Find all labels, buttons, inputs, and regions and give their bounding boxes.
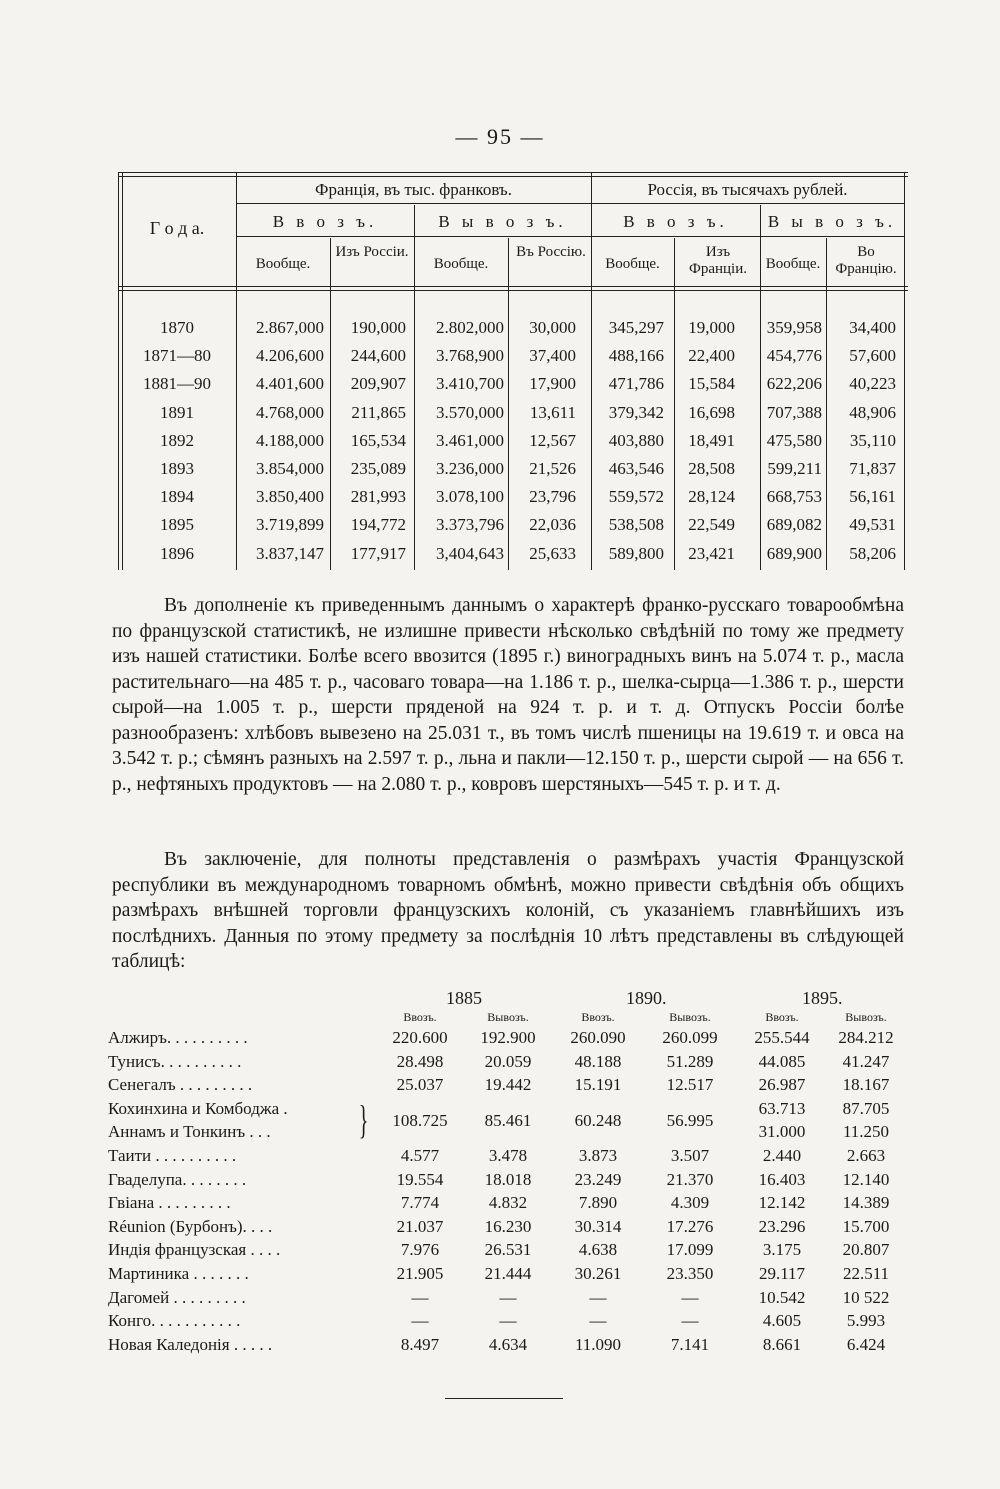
merged-value-cell: 60.248 bbox=[574, 1110, 622, 1130]
value-cell: 235,089 bbox=[350, 459, 406, 478]
russia-group-header: Россія, въ тысячахъ рублей. bbox=[647, 180, 848, 199]
value-cell: 475,580 bbox=[766, 430, 822, 450]
value-cell: 4.634 bbox=[488, 1334, 528, 1354]
value-cell: 8.661 bbox=[762, 1334, 802, 1354]
france-import-header: В в о з ъ. bbox=[272, 212, 378, 231]
header-bottom-rule-double bbox=[118, 290, 908, 291]
value-cell: 28,508 bbox=[688, 459, 735, 478]
value-cell: 3.570,000 bbox=[436, 402, 504, 422]
colony-name: Réunion (Бурбонъ). . . . bbox=[108, 1216, 273, 1236]
table-row bbox=[108, 1028, 908, 1052]
value-cell: 220.600 bbox=[392, 1028, 448, 1047]
value-cell: 3.373,796 bbox=[436, 515, 504, 535]
value-cell: 4.577 bbox=[400, 1146, 440, 1165]
value-cell: — bbox=[589, 1311, 607, 1331]
value-cell: 17,900 bbox=[529, 374, 576, 394]
value-cell: 28.498 bbox=[396, 1051, 444, 1071]
russia-export-header: В ы в о з ъ. bbox=[767, 212, 897, 231]
value-cell: 13,611 bbox=[529, 402, 576, 422]
value-cell: 689,082 bbox=[766, 515, 822, 535]
value-cell: 3.850,400 bbox=[256, 487, 324, 507]
value-cell: 3.478 bbox=[488, 1146, 528, 1165]
value-cell: 3.175 bbox=[762, 1240, 802, 1260]
value-cell: 3.768,900 bbox=[436, 346, 504, 366]
table-row bbox=[108, 1146, 908, 1170]
value-cell: 19.554 bbox=[396, 1169, 444, 1189]
russia-import-header: В в о з ъ. bbox=[623, 212, 728, 231]
value-cell: — bbox=[499, 1287, 517, 1307]
value-cell: 11.090 bbox=[574, 1334, 622, 1354]
year-cell: 1881—90 bbox=[143, 374, 211, 394]
value-cell: 4.768,000 bbox=[256, 402, 324, 422]
value-cell: 260.090 bbox=[570, 1028, 626, 1047]
value-cell: 49,531 bbox=[849, 515, 896, 535]
table-row bbox=[108, 1240, 908, 1264]
value-cell: 18,491 bbox=[688, 430, 735, 450]
value-cell: 211,865 bbox=[351, 402, 406, 422]
value-cell: 192.900 bbox=[480, 1028, 536, 1047]
colony-name: Сенегалъ . . . . . . . . . bbox=[108, 1075, 253, 1095]
value-cell: 281,993 bbox=[350, 487, 406, 507]
value-cell: 463,546 bbox=[608, 459, 664, 478]
value-cell: 2.802,000 bbox=[436, 318, 504, 337]
value-cell: 21,526 bbox=[529, 459, 576, 478]
value-cell: 22.511 bbox=[842, 1264, 890, 1283]
colony-name: Гвіана . . . . . . . . . bbox=[108, 1193, 231, 1213]
value-cell: 12.517 bbox=[666, 1075, 714, 1095]
value-cell: — bbox=[681, 1287, 699, 1307]
paragraph: Въ дополненіе къ приведеннымъ даннымъ о характерѣ франко-русскаго товарообмѣна по французской статистикѣ, не излишне привести нѣсколько свѣдѣній по тому же предмету изъ нашей статистики. Болѣе всего ввозится (1895 г.) виноградныхъ винъ на 5.074 т. р., масла растительнаго—на 485 т. р., часоваго товара—на 1.186 т. р., шелка-сырца—1.386 т. р., шерсти сырой—на 1.005 т. р., шерсти пряденой на 924 т. р. и т. д. Отпускъ Россіи болѣе разнообразенъ: хлѣбовъ вывезено на 25.031 т., въ томъ числѣ пшеницы на 19.619 т. и овса на 3.542 т. р.; сѣмянъ разныхъ на 2.597 т. р., льна и пакли—12.150 т. р., шерсти сырой — на 656 т. р., нефтяныхъ продуктовъ — на 2.080 т. р., ковровъ шерстяныхъ—545 т. р. и т. д. bbox=[112, 595, 904, 795]
value-cell: 44.085 bbox=[758, 1051, 806, 1071]
year-cell: 1894 bbox=[160, 487, 194, 507]
value-cell: 25.037 bbox=[396, 1075, 444, 1095]
value-cell: 379,342 bbox=[608, 402, 664, 422]
table-row bbox=[108, 1311, 908, 1335]
value-cell: 622,206 bbox=[766, 374, 822, 394]
brace-glyph: } bbox=[358, 1097, 369, 1142]
value-cell: 23,796 bbox=[529, 487, 576, 507]
value-cell: 4.206,600 bbox=[256, 346, 324, 366]
value-cell: 2.867,000 bbox=[256, 318, 324, 337]
colony-name: Аннамъ и Тонкинъ . . . bbox=[108, 1122, 271, 1142]
value-cell: — bbox=[681, 1311, 699, 1331]
import-subheader: Ввозъ. bbox=[581, 1010, 615, 1024]
france-import-total-header: Вообще. bbox=[255, 256, 311, 272]
value-cell: 18.018 bbox=[484, 1169, 532, 1189]
value-cell: 21.370 bbox=[666, 1169, 714, 1189]
value-cell: 194,772 bbox=[350, 515, 406, 535]
value-cell: 3.078,100 bbox=[436, 487, 504, 507]
merged-value-cell: 56.995 bbox=[666, 1110, 714, 1130]
table-row bbox=[108, 1264, 908, 1288]
value-cell: 17.276 bbox=[666, 1216, 714, 1236]
value-cell: 2.440 bbox=[762, 1146, 802, 1165]
value-cell: 7.976 bbox=[400, 1240, 440, 1260]
table-row bbox=[108, 1052, 908, 1076]
table-row bbox=[108, 1217, 908, 1241]
value-cell: 707,388 bbox=[766, 402, 822, 422]
value-cell: 3.719,899 bbox=[256, 515, 324, 535]
value-cell: 18.167 bbox=[842, 1075, 890, 1095]
value-cell: 19.442 bbox=[484, 1075, 532, 1095]
colony-name: Новая Каледонія . . . . . bbox=[108, 1334, 273, 1354]
value-cell: 28,124 bbox=[688, 487, 735, 507]
value-cell: 7.890 bbox=[578, 1193, 618, 1213]
year-column-header: Г о д а. bbox=[149, 218, 205, 238]
value-cell: 12.140 bbox=[842, 1169, 890, 1189]
value-cell: 488,166 bbox=[608, 346, 664, 366]
value-cell: 22,400 bbox=[688, 346, 735, 366]
value-cell: 23.296 bbox=[758, 1216, 806, 1236]
value-cell: 6.424 bbox=[846, 1334, 886, 1354]
russia-import-from-france-header: Изъ Франціи. bbox=[688, 244, 747, 277]
header-rule bbox=[236, 203, 904, 204]
value-cell: 30,000 bbox=[529, 318, 576, 337]
value-cell: 63.713 bbox=[758, 1098, 806, 1118]
value-cell: 21.037 bbox=[396, 1216, 444, 1236]
russia-export-to-france-header: Во Францію. bbox=[835, 244, 897, 277]
year-header: 1895. bbox=[802, 988, 843, 1008]
year-cell: 1871—80 bbox=[143, 346, 211, 366]
value-cell: 20.807 bbox=[842, 1240, 890, 1260]
year-cell: 1896 bbox=[160, 543, 194, 563]
value-cell: 4.638 bbox=[578, 1240, 618, 1260]
russia-export-total-header: Вообще. bbox=[765, 256, 821, 272]
value-cell: — bbox=[499, 1311, 517, 1331]
value-cell: 3.507 bbox=[670, 1146, 710, 1165]
value-cell: 10 522 bbox=[842, 1287, 890, 1307]
value-cell: 23.249 bbox=[574, 1169, 622, 1189]
value-cell: 16.230 bbox=[484, 1216, 532, 1236]
value-cell: 19,000 bbox=[688, 318, 735, 337]
value-cell: 57,600 bbox=[849, 346, 896, 366]
value-cell: 177,917 bbox=[350, 543, 406, 563]
year-header: 1890. bbox=[626, 988, 667, 1008]
russia-import-total-header: Вообще. bbox=[605, 256, 660, 272]
value-cell: 4.832 bbox=[488, 1193, 528, 1213]
year-cell: 1895 bbox=[160, 515, 194, 535]
value-cell: 4.188,000 bbox=[256, 430, 324, 450]
value-cell: 244,600 bbox=[350, 346, 406, 366]
year-cell: 1893 bbox=[160, 459, 194, 478]
value-cell: 5.993 bbox=[846, 1311, 886, 1331]
value-cell: 16,698 bbox=[688, 402, 735, 422]
france-russia-trade-table bbox=[118, 172, 908, 570]
export-subheader: Вывозъ. bbox=[669, 1010, 711, 1024]
import-subheader: Ввозъ. bbox=[403, 1010, 437, 1024]
value-cell: 668,753 bbox=[766, 487, 822, 507]
value-cell: 4.309 bbox=[670, 1193, 710, 1213]
value-cell: 48,906 bbox=[849, 402, 896, 422]
value-cell: 190,000 bbox=[350, 318, 406, 337]
value-cell: 37,400 bbox=[529, 346, 576, 366]
value-cell: 22,549 bbox=[688, 515, 735, 535]
value-cell: 3.837,147 bbox=[256, 543, 324, 563]
table-row bbox=[108, 1335, 908, 1359]
value-cell: 3.236,000 bbox=[436, 459, 504, 478]
value-cell: — bbox=[411, 1287, 429, 1307]
value-cell: 689,900 bbox=[766, 543, 822, 563]
value-cell: 30.261 bbox=[574, 1264, 622, 1283]
value-cell: 454,776 bbox=[766, 346, 822, 366]
colony-name: Индія французская . . . . bbox=[108, 1240, 281, 1260]
value-cell: 538,508 bbox=[608, 515, 664, 535]
value-cell: 16.403 bbox=[758, 1169, 806, 1189]
colonies-trade-table bbox=[108, 988, 908, 1358]
value-cell: 12.142 bbox=[758, 1193, 806, 1213]
value-cell: 20.059 bbox=[484, 1051, 532, 1071]
value-cell: 23.350 bbox=[666, 1264, 714, 1283]
france-export-header: В ы в о з ъ. bbox=[438, 212, 567, 231]
value-cell: 15,584 bbox=[688, 374, 735, 394]
value-cell: 471,786 bbox=[608, 374, 664, 394]
france-export-to-russia-header: Въ Россію. bbox=[516, 244, 586, 260]
value-cell: 22,036 bbox=[529, 515, 576, 535]
header-rule bbox=[236, 236, 904, 237]
value-cell: 35,110 bbox=[849, 430, 896, 450]
france-group-header: Франція, въ тыс. франковъ. bbox=[315, 180, 512, 199]
year-cell: 1892 bbox=[160, 430, 194, 450]
value-cell: 165,534 bbox=[350, 430, 406, 450]
value-cell: 25,633 bbox=[529, 543, 576, 563]
value-cell: 41.247 bbox=[842, 1051, 890, 1071]
page-number: — 95 — bbox=[455, 124, 545, 149]
colony-name: Конго. . . . . . . . . . . bbox=[108, 1311, 241, 1331]
value-cell: 345,297 bbox=[608, 318, 664, 337]
table-row bbox=[108, 1288, 908, 1312]
value-cell: 3.854,000 bbox=[256, 459, 324, 478]
value-cell: 48.188 bbox=[574, 1051, 622, 1071]
value-cell: 589,800 bbox=[608, 543, 664, 563]
value-cell: 56,161 bbox=[849, 487, 896, 507]
colony-name: Алжиръ. . . . . . . . . . bbox=[108, 1028, 248, 1047]
value-cell: 4.605 bbox=[762, 1311, 802, 1331]
value-cell: 2.663 bbox=[846, 1146, 886, 1165]
value-cell: 284.212 bbox=[838, 1028, 894, 1047]
value-cell: 34,400 bbox=[849, 318, 896, 337]
value-cell: 260.099 bbox=[662, 1028, 718, 1047]
value-cell: 599,211 bbox=[767, 459, 822, 478]
value-cell: — bbox=[589, 1287, 607, 1307]
value-cell: 3.873 bbox=[578, 1146, 618, 1165]
value-cell: 40,223 bbox=[849, 374, 896, 394]
value-cell: 3.461,000 bbox=[436, 430, 504, 450]
table-row bbox=[108, 1193, 908, 1217]
value-cell: 21.444 bbox=[484, 1264, 532, 1283]
colony-name: Дагомей . . . . . . . . . bbox=[108, 1287, 246, 1307]
value-cell: 71,837 bbox=[849, 459, 896, 478]
value-cell: 3.410,700 bbox=[436, 374, 504, 394]
year-cell: 1870 bbox=[160, 318, 194, 337]
year-cell: 1891 bbox=[160, 402, 194, 422]
export-subheader: Вывозъ. bbox=[487, 1010, 529, 1024]
value-cell: 15.191 bbox=[574, 1075, 622, 1095]
value-cell: 21.905 bbox=[396, 1264, 444, 1283]
value-cell: 11.250 bbox=[842, 1122, 890, 1142]
value-cell: 30.314 bbox=[574, 1216, 622, 1236]
value-cell: 26.531 bbox=[484, 1240, 532, 1260]
value-cell: 87.705 bbox=[842, 1098, 890, 1118]
export-subheader: Вывозъ. bbox=[845, 1010, 887, 1024]
value-cell: 29.117 bbox=[758, 1264, 806, 1283]
col-rule bbox=[236, 172, 237, 570]
value-cell: 14.389 bbox=[842, 1193, 890, 1213]
value-cell: 17.099 bbox=[666, 1240, 714, 1260]
merged-value-cell: 108.725 bbox=[392, 1110, 448, 1130]
end-rule bbox=[445, 1398, 563, 1399]
colony-name: Таити . . . . . . . . . . bbox=[108, 1146, 237, 1165]
header-bottom-rule bbox=[118, 286, 908, 287]
value-cell: 31.000 bbox=[758, 1122, 806, 1142]
colony-name: Гваделупа. . . . . . . . bbox=[108, 1169, 247, 1189]
value-cell: 12,567 bbox=[529, 430, 576, 450]
import-subheader: Ввозъ. bbox=[765, 1010, 799, 1024]
value-cell: 26.987 bbox=[758, 1075, 806, 1095]
year-header: 1885 bbox=[446, 988, 482, 1008]
value-cell: 23,421 bbox=[688, 543, 735, 563]
value-cell: 255.544 bbox=[754, 1028, 810, 1047]
colony-name: Мартиника . . . . . . . bbox=[108, 1264, 249, 1283]
value-cell: 58,206 bbox=[849, 543, 896, 563]
table-right-rule bbox=[904, 172, 905, 570]
table-row bbox=[108, 1075, 908, 1099]
paragraph: Въ заключеніе, для полноты представленія о размѣрахъ участія Французской республики въ международномъ товарномъ обмѣнѣ, можно привести свѣдѣнія объ общихъ размѣрахъ внѣшней торговли французскихъ колоній, съ указаніемъ главнѣйшихъ изъ послѣднихъ. Данныя по этому предмету за послѣднія 10 лѣтъ представлены въ слѣдующей таблицѣ: bbox=[112, 849, 904, 972]
value-cell: 8.497 bbox=[400, 1334, 440, 1354]
value-cell: 3,404,643 bbox=[436, 543, 504, 563]
value-cell: 4.401,600 bbox=[256, 374, 324, 394]
france-export-total-header: Вообще. bbox=[433, 256, 489, 272]
merged-value-cell: 85.461 bbox=[484, 1110, 532, 1130]
value-cell: 559,572 bbox=[608, 487, 664, 507]
value-cell: 10.542 bbox=[758, 1287, 806, 1307]
col-rule bbox=[591, 172, 592, 570]
value-cell: 7.141 bbox=[670, 1334, 710, 1354]
value-cell: 359,958 bbox=[766, 318, 822, 337]
value-cell: 209,907 bbox=[350, 374, 406, 394]
value-cell: 7.774 bbox=[400, 1193, 440, 1213]
table-row bbox=[108, 1170, 908, 1194]
colony-name: Тунисъ. . . . . . . . . . bbox=[108, 1051, 242, 1071]
value-cell: 51.289 bbox=[666, 1051, 714, 1071]
value-cell: — bbox=[411, 1311, 429, 1331]
value-cell: 403,880 bbox=[608, 430, 664, 450]
value-cell: 15.700 bbox=[842, 1216, 890, 1236]
colony-name: Кохинхина и Комбоджа . bbox=[108, 1098, 288, 1118]
france-import-from-russia-header: Изъ Россіи. bbox=[335, 244, 409, 260]
